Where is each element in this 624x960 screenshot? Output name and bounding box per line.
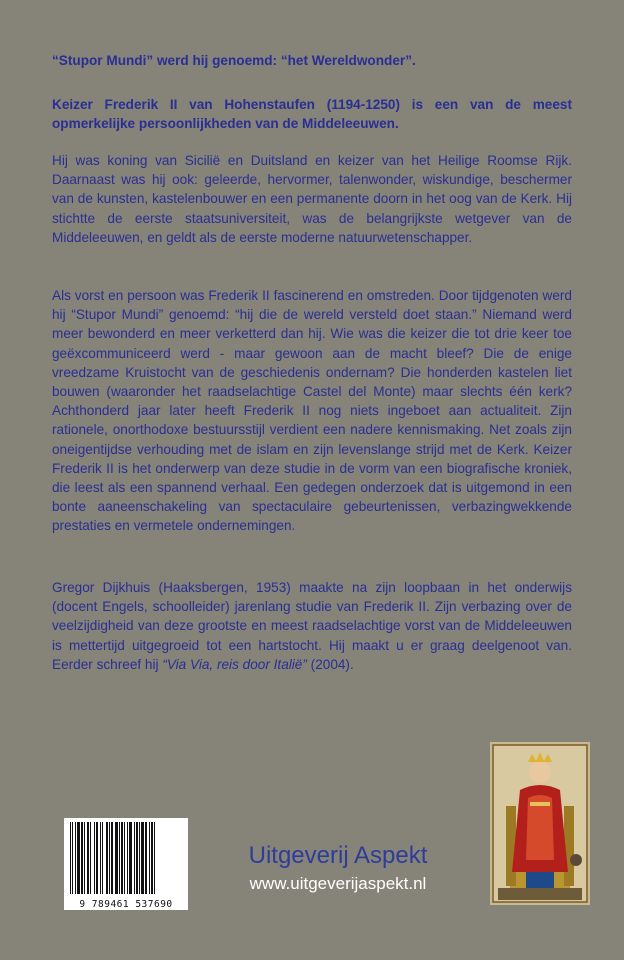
body-paragraph-2: Als vorst en persoon was Frederik II fascinerend en omstreden. Door tijdgenoten werd hij “Stupor Mundi” genoemd: “hij die de wereld versteld doet staan.” Niemand werd meer bewonderd en meer verketterd dan hij. Wie was die keizer die tot drie keer toe geëxcommuniceerd werd - maar gewoon aan de macht bleef? Die de enige vreedzame Kruistocht van de geschiedenis ondernam? Die honderden kastelen liet bouwen (waaronder het raadselachtige Castel del Monte) maar slechts één kerk? Achthonderd jaar later heeft Frederik II nog niets ingeboet aan actualiteit. Zijn rationele, onorthodoxe bestuursstijl verdient een nadere kennismaking. Net zoals zijn oneigentijdse verhouding met de islam en zijn levenslange strijd met de Kerk. Keizer Frederik II is het onderwerp van deze studie in de vorm van een biografische kroniek, die leest als een spannend verhaal. Een gedegen onderzoek dat is uitgemond in een bonte aaneenschakeling van spectaculaire gebeurtenissen, verbazingwekkende prestaties en vermetele ondernemingen. [52, 288, 572, 534]
publisher-url: www.uitgeverijaspekt.nl [249, 874, 427, 893]
barcode-bars [68, 822, 184, 896]
intro-paragraph: Keizer Frederik II van Hohenstaufen (1194-1250) is een van de meest opmerkelijke persoonlijkheden van de Middeleeuwen. [52, 97, 572, 131]
author-bio-text: Gregor Dijkhuis (Haaksbergen, 1953) maakte na zijn loopbaan in het onderwijs (docent Engels, schoolleider) jarenlang studie van Frederik II. Zijn verbazing over de veelzijdigheid van deze grootste en meest raadselachtige vorst van de Middeleeuwen is mettertijd uitgegroeid tot een hartstocht. Hij maakt u er graag deelgenoot van. Eerder schreef hij [52, 580, 572, 672]
emperor-portrait-image [490, 742, 590, 905]
isbn-number: 9 789461 537690 [79, 899, 173, 910]
previous-book-title: “Via Via, reis door Italië” [162, 656, 307, 672]
author-paragraph [52, 578, 572, 674]
isbn-barcode [64, 818, 188, 910]
body-paragraph-1: Hij was koning van Sicilië en Duitsland en keizer van het Heilige Roomse Rijk. Daarnaast was hij ook: geleerde, hervormer, talenwonder, wiskundige, beschermer van de kunsten, kastelenbouwer en een permanente doorn in het oog van de Kerk. Hij stichtte de eerste staatsuniversiteit, was de belangrijkste wetgever van de Middeleeuwen, en geldt als de eerste moderne natuurwetenschapper. [52, 153, 572, 245]
publisher-name: Uitgeverij Aspekt [248, 842, 428, 869]
previous-book-year: (2004). [306, 656, 354, 672]
headline-quote: “Stupor Mundi” werd hij genoemd: “het Wereldwonder”. [52, 53, 416, 68]
